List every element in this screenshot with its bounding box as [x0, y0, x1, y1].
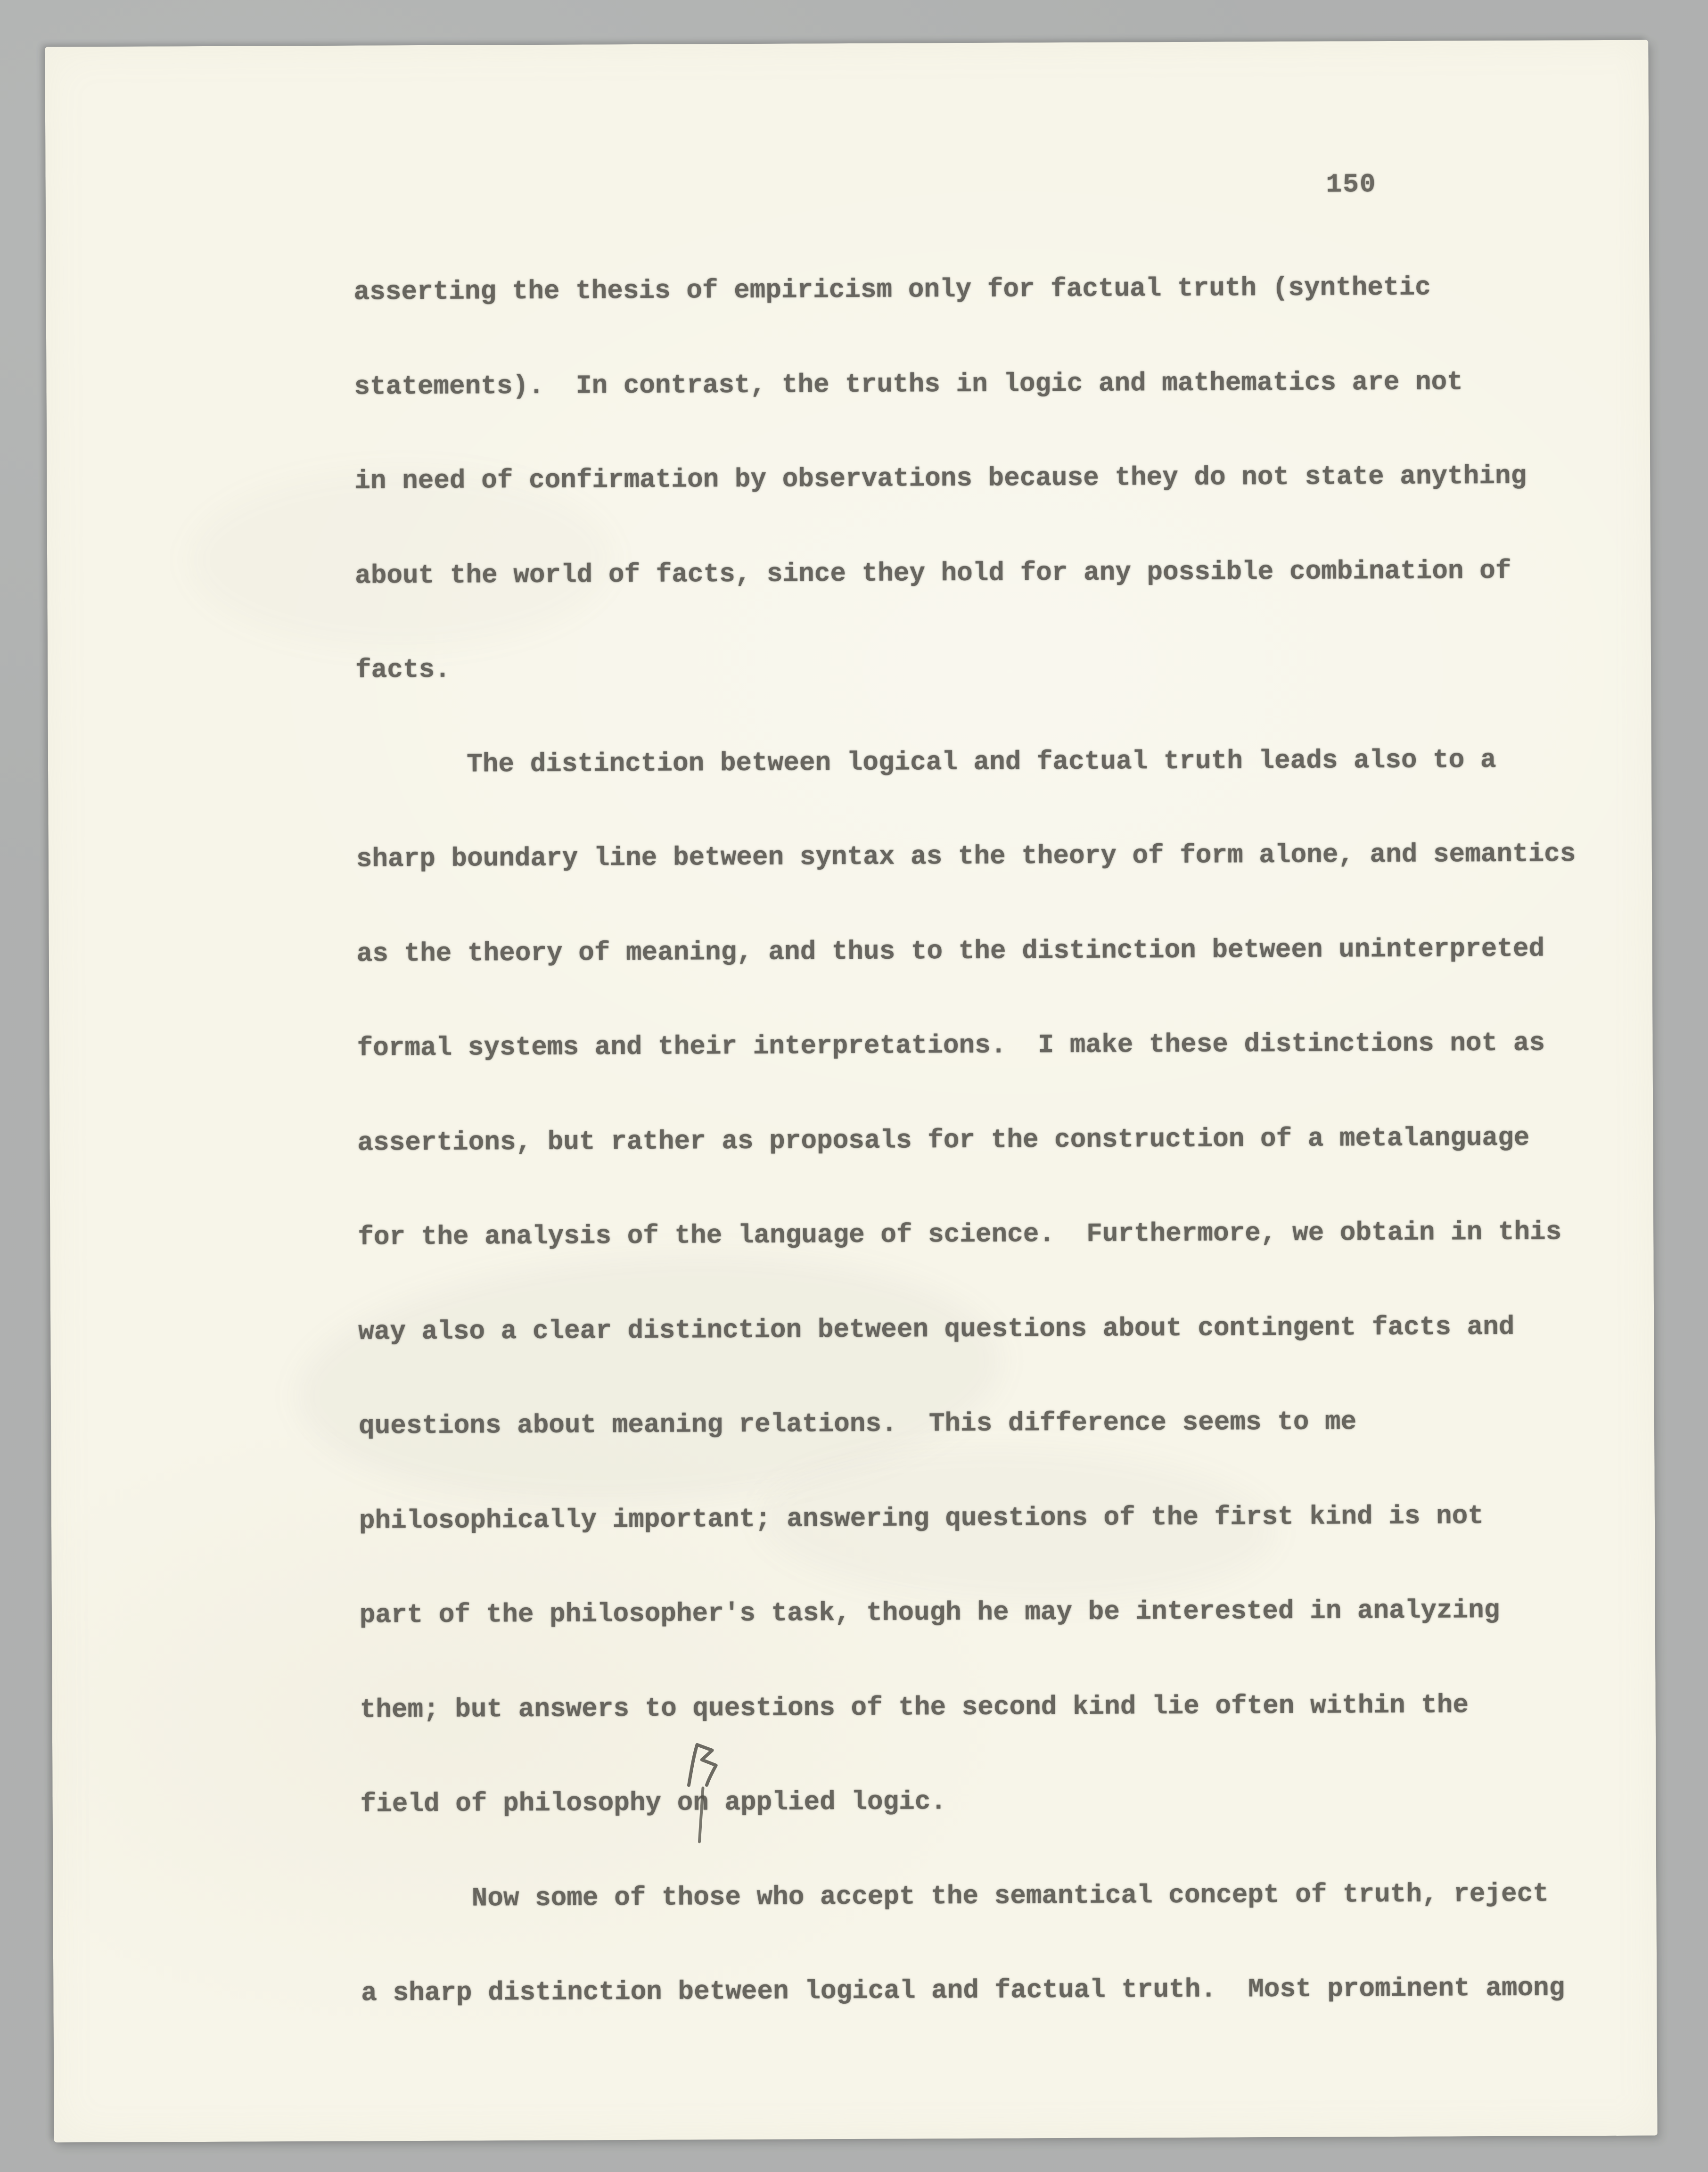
typed-line: as the theory of meaning, and thus to the distinction between uninterpreted	[356, 933, 1545, 969]
typed-line: a sharp distinction between logical and factual truth. Most prominent among	[361, 1973, 1565, 2008]
page-number: 150	[1326, 169, 1377, 200]
typed-line: facts.	[355, 654, 451, 685]
typed-line: sharp boundary line between syntax as the theory of form alone, and semantics	[356, 839, 1576, 874]
typed-line: questions about meaning relations. This difference seems to me	[358, 1407, 1357, 1441]
handwritten-correction	[675, 1732, 742, 1846]
handwritten-r-insertion-icon	[675, 1732, 742, 1846]
typed-line: for the analysis of the language of science. Furthermore, we obtain in this	[358, 1217, 1562, 1252]
typed-line: philosophically important; answering questions of the first kind is not	[359, 1500, 1484, 1536]
typed-line: way also a clear distinction between questions about contingent facts and	[358, 1311, 1515, 1347]
typed-text-block	[353, 239, 1634, 2040]
typed-line: field of philosophy on applied logic.	[360, 1786, 947, 1819]
typed-line: formal systems and their interpretations. I make these distinctions not as	[357, 1028, 1545, 1063]
typed-line: statements). In contrast, the truths in logic and mathematics are not	[354, 366, 1463, 402]
typed-line: them; but answers to questions of the second kind lie often within the	[360, 1689, 1469, 1725]
typed-line: Now some of those who accept the semantical concept of truth, reject	[361, 1878, 1549, 1914]
typed-line: in need of confirmation by observations because they do not state anything	[354, 461, 1527, 496]
typed-line: asserting the thesis of empiricism only for factual truth (synthetic	[353, 272, 1431, 307]
document-page	[45, 40, 1657, 2143]
typed-line: part of the philosopher's task, though he may be interested in analyzing	[359, 1595, 1500, 1630]
typed-line: about the world of facts, since they hold for any possible combination of	[355, 555, 1511, 591]
typed-line: assertions, but rather as proposals for the construction of a metalanguage	[357, 1122, 1530, 1158]
typed-line: The distinction between logical and factual truth leads also to a	[355, 744, 1496, 780]
